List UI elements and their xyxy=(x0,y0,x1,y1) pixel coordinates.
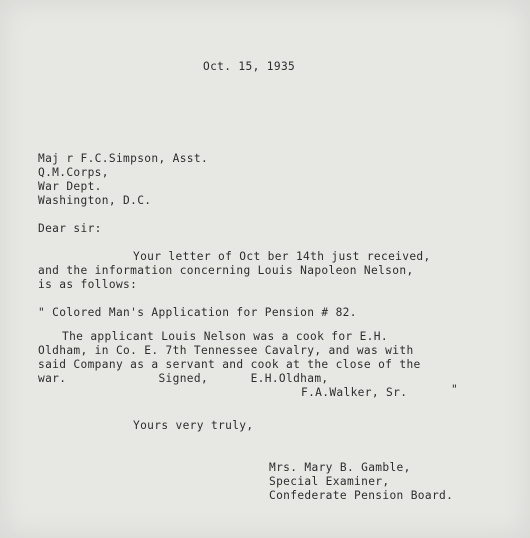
paragraph-2-line-3: said Company as a servant and cook at the close of the xyxy=(38,358,421,371)
paragraph-2-line-1: The applicant Louis Nelson was a cook for E.H. xyxy=(62,330,388,343)
paragraph-2-line-4: war. Signed, E.H.Oldham, xyxy=(38,372,329,385)
salutation: Dear sir: xyxy=(38,222,102,235)
recipient-line-3: War Dept. xyxy=(38,180,102,193)
closing-quote-mark: " xyxy=(451,383,459,396)
closing: Yours very truly, xyxy=(133,419,254,432)
paragraph-2-line-2: Oldham, in Co. E. 7th Tennessee Cavalry, and was with xyxy=(38,344,414,357)
paragraph-1-line-1: Your letter of Oct ber 14th just received, xyxy=(133,250,431,263)
signature-line-1: Mrs. Mary B. Gamble, xyxy=(269,461,411,474)
quoted-title: " Colored Man's Application for Pension # 82. xyxy=(38,306,357,319)
signed-line-2: F.A.Walker, Sr. xyxy=(301,386,408,399)
signature-line-3: Confederate Pension Board. xyxy=(269,489,454,502)
letter-date: Oct. 15, 1935 xyxy=(203,60,296,73)
paragraph-1-line-3: is as follows: xyxy=(38,278,138,291)
signature-line-2: Special Examiner, xyxy=(269,475,390,488)
paragraph-1-line-2: and the information concerning Louis Napoleon Nelson, xyxy=(38,264,414,277)
recipient-line-2: Q.M.Corps, xyxy=(38,166,109,179)
recipient-line-4: Washington, D.C. xyxy=(38,194,152,207)
recipient-line-1: Maj r F.C.Simpson, Asst. xyxy=(38,152,209,165)
